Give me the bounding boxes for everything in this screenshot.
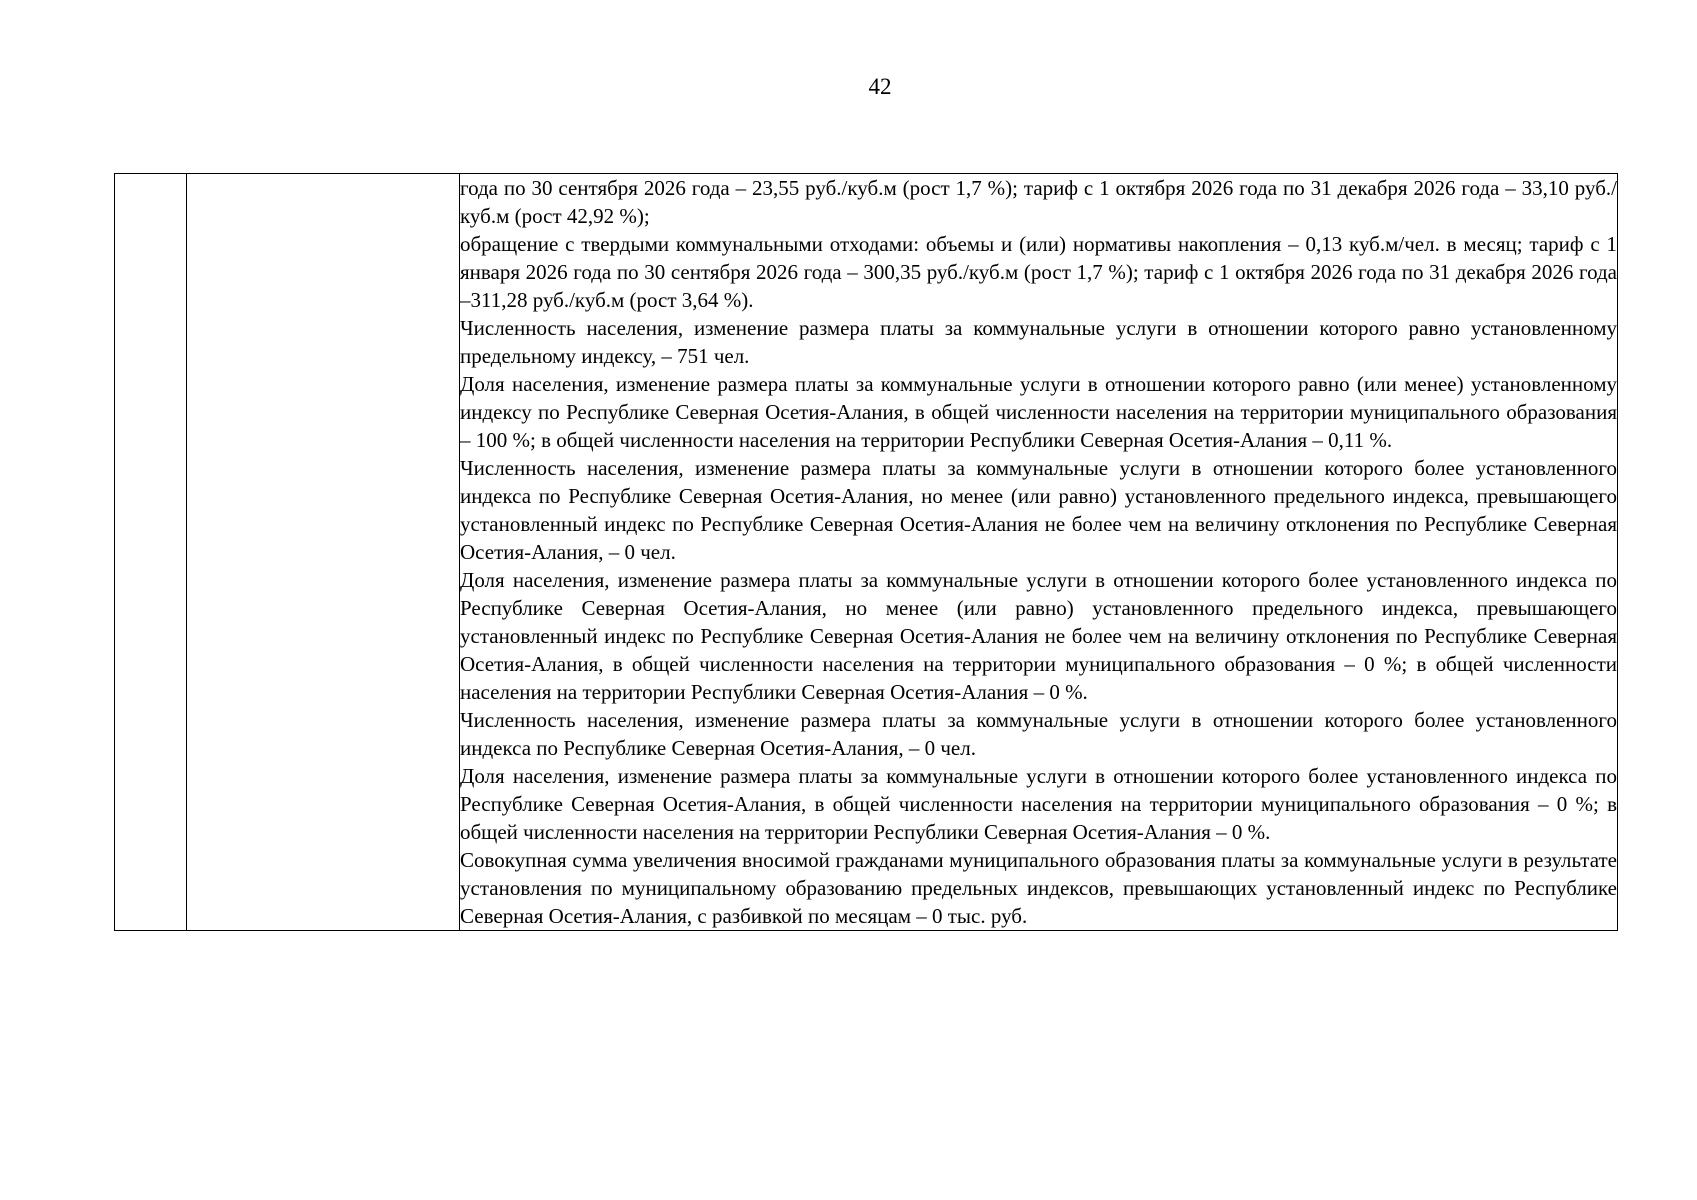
paragraph-total-increase-sum: Совокупная сумма увеличения вносимой гражданами муниципального образования платы за коммунальные услуги в результате установления по муниципальному образованию предельных индексов, превышающих установленный индекс по Республике Северная Осетия-Алания, с разбивкой по месяцам – 0 тыс. руб. bbox=[460, 848, 1617, 928]
table-cell-number bbox=[115, 174, 187, 931]
table-cell-title bbox=[187, 174, 460, 931]
paragraph-share-above-index: Доля населения, изменение размера платы за коммунальные услуги в отношении которого более установленного индекса по Республике Северная Осетия-Алания, в общей численности населения на территории муниципального образования – 0 %; в общей численности населения на территории Республики Северная Осетия-Алания – 0 %. bbox=[460, 764, 1617, 844]
paragraph-population-equal-limit: Численность населения, изменение размера платы за коммунальные услуги в отношении которого равно установленному предельному индексу, – 751 чел. bbox=[460, 316, 1617, 368]
paragraph-population-above-index: Численность населения, изменение размера платы за коммунальные услуги в отношении которого более установленного индекса по Республике Северная Осетия-Алания, – 0 чел. bbox=[460, 708, 1617, 760]
paragraph-share-equal-or-less: Доля населения, изменение размера платы за коммунальные услуги в отношении которого равно (или менее) установленному индексу по Республике Северная Осетия-Алания, в общей численности населения на территории муниципального образования – 100 %; в общей численности населения на территории Республики Северная Осетия-Алания – 0,11 %. bbox=[460, 372, 1617, 452]
paragraph-population-above-index-within-deviation: Численность населения, изменение размера платы за коммунальные услуги в отношении которого более установленного индекса по Республике Северная Осетия-Алания, но менее (или равно) установленного предельного индекса, превышающего установленный индекс по Республике Северная Осетия-Алания не более чем на величину отклонения по Республике Северная Осетия-Алания, – 0 чел. bbox=[460, 456, 1617, 564]
paragraph-tariff-continuation: года по 30 сентября 2026 года – 23,55 руб./куб.м (рост 1,7 %); тариф с 1 октября 2026 года по 31 декабря 2026 года – 33,10 руб./куб.м (рост 42,92 %); bbox=[460, 176, 1617, 228]
document-table bbox=[114, 173, 1618, 931]
paragraph-share-above-index-within-deviation: Доля населения, изменение размера платы за коммунальные услуги в отношении которого более установленного индекса по Республике Северная Осетия-Алания, но менее (или равно) установленного предельного индекса, превышающего установленный индекс по Республике Северная Осетия-Алания не более чем на величину отклонения по Республике Северная Осетия-Алания, в общей численности населения на территории муниципального образования – 0 %; в общей численности населения на территории Республики Северная Осетия-Алания – 0 %. bbox=[460, 568, 1617, 704]
table-cell-content bbox=[460, 174, 1618, 931]
page-number: 42 bbox=[868, 74, 892, 99]
paragraph-solid-waste: обращение с твердыми коммунальными отходами: объемы и (или) нормативы накопления – 0,13 куб.м/чел. в месяц; тариф с 1 января 2026 года по 30 сентября 2026 года – 300,35 руб./куб.м (рост 1,7 %); тариф с 1 октября 2026 года по 31 декабря 2026 года –311,28 руб./куб.м (рост 3,64 %). bbox=[460, 232, 1617, 312]
table-row bbox=[115, 174, 1618, 931]
